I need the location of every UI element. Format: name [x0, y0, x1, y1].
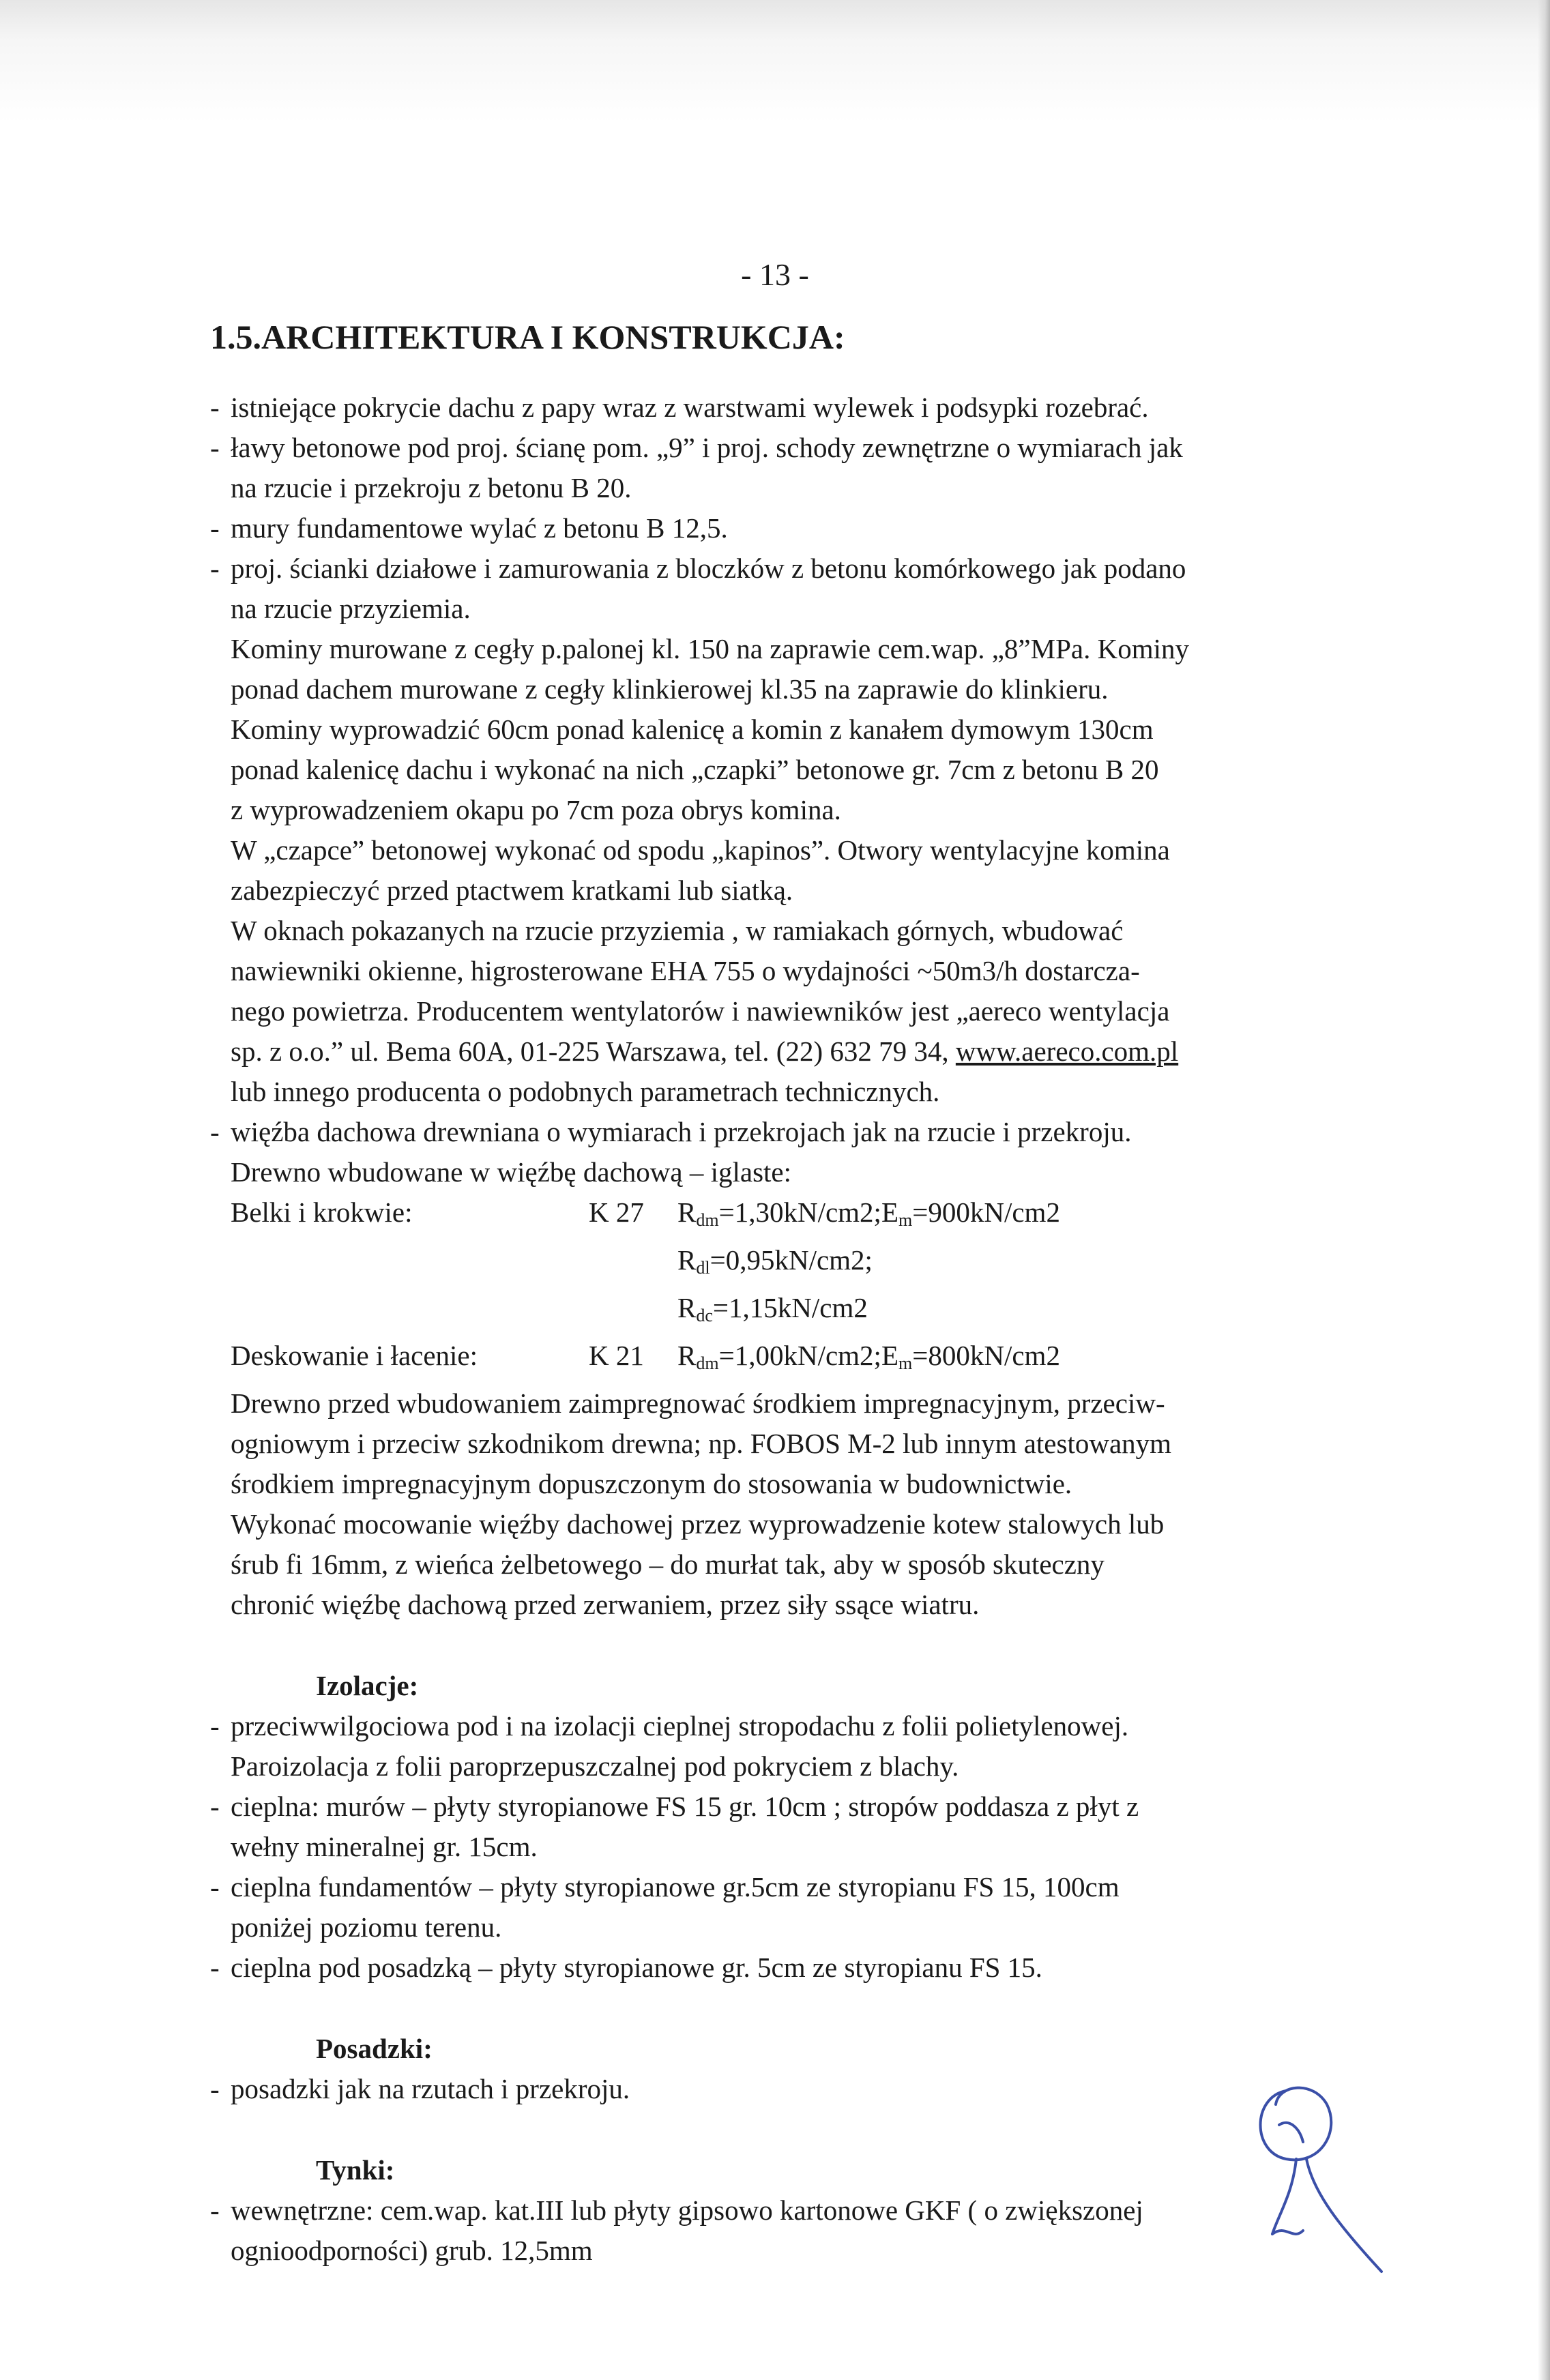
paragraph-line: Kominy murowane z cegły p.palonej kl. 150 na zaprawie cem.wap. „8”MPa. Kominy — [231, 633, 1189, 664]
vents-paragraph — [210, 911, 1349, 1112]
list-item — [210, 508, 1349, 548]
boarding-label: Deskowanie i łacenie: — [231, 1340, 478, 1371]
page-number: - 13 - — [741, 257, 809, 292]
bullet-dash: - — [210, 1871, 220, 1902]
insulation-heading: Izolacje: — [316, 1670, 419, 1701]
handwritten-signature — [1238, 2077, 1388, 2275]
plaster-heading: Tynki: — [316, 2154, 395, 2186]
list-item — [210, 2190, 1349, 2271]
list-item-line: poniżej poziomu terenu. — [231, 1911, 502, 1943]
bullet-dash: - — [210, 1116, 220, 1147]
paragraph-line: z wyprowadzeniem okapu po 7cm poza obrys komina. — [231, 794, 841, 825]
impregnation-paragraph — [210, 1383, 1349, 1625]
bullet-dash: - — [210, 2073, 220, 2104]
bullet-dash: - — [210, 1710, 220, 1742]
bullet-dash: - — [210, 512, 220, 544]
beams-class: K 27 — [589, 1196, 644, 1228]
paragraph-line: ogniowym i przeciw szkodnikom drewna; np. FOBOS M-2 lub innym atestowanym — [231, 1428, 1172, 1459]
website-link[interactable]: www.aereco.com.pl — [955, 1035, 1179, 1067]
list-item — [210, 387, 1349, 428]
paragraph-line: Wykonać mocowanie więźby dachowej przez wyprowadzenie kotew stalowych lub — [231, 1508, 1165, 1540]
list-item-line: proj. ścianki działowe i zamurowania z bloczków z betonu komórkowego jak podano — [231, 553, 1186, 584]
paragraph-line: ponad kalenicę dachu i wykonać na nich „czapki” betonowe gr. 7cm z betonu B 20 — [231, 754, 1159, 785]
roof-structure-item — [210, 1112, 1349, 1192]
bullet-dash: - — [210, 2194, 220, 2226]
paragraph-line — [231, 1031, 1349, 1072]
paragraph-line: śrub fi 16mm, z wieńca żelbetowego – do murłat tak, aby w sposób skuteczny — [231, 1548, 1105, 1580]
list-item — [210, 1787, 1349, 1867]
beams-strength: $R_{dm}=1,30kN/cm2;E_m=900kN/cm2$ — [677, 1196, 1060, 1230]
section-title: 1.5.ARCHITEKTURA I KONSTRUKCJA: — [210, 318, 845, 356]
beams-strength-dc: $R_{dc}=1,15kN/cm2$ — [677, 1292, 868, 1325]
beams-spec-row — [210, 1192, 1349, 1240]
chimneys-paragraph — [210, 629, 1349, 911]
list-item-line: wewnętrzne: cem.wap. kat.III lub płyty gipsowo kartonowe GKF ( o zwiększonej — [231, 2194, 1143, 2226]
bullet-dash: - — [210, 1791, 220, 1822]
list-item — [210, 548, 1349, 629]
boarding-spec-row — [210, 1336, 1349, 1383]
item-list — [210, 387, 1349, 629]
list-item-line: ławy betonowe pod proj. ścianę pom. „9” i proj. schody zewnętrzne o wymiarach jak — [231, 432, 1183, 463]
paragraph-line: chronić więźbę dachową przed zerwaniem, przez siły ssące wiatru. — [231, 1589, 980, 1620]
list-item — [210, 1867, 1349, 1948]
list-item-line: na rzucie i przekroju z betonu B 20. — [231, 472, 632, 503]
bullet-dash: - — [210, 1952, 220, 1983]
list-item-line: Paroizolacja z folii paroprzepuszczalnej pod pokryciem z blachy. — [231, 1750, 959, 1782]
list-item-line: ognioodporności) grub. 12,5mm — [231, 2235, 593, 2266]
scan-edge-shadow — [1538, 0, 1550, 2380]
paragraph-line: lub innego producenta o podobnych parametrach technicznych. — [231, 1076, 940, 1107]
bullet-dash: - — [210, 553, 220, 584]
document-body — [210, 252, 1349, 2271]
list-item-line: mury fundamentowe wylać z betonu B 12,5. — [231, 512, 728, 544]
bullet-dash: - — [210, 392, 220, 423]
paragraph-line: nego powietrza. Producentem wentylatorów i nawiewników jest „aereco wentylacja — [231, 995, 1170, 1027]
list-item-line: więźba dachowa drewniana o wymiarach i przekrojach jak na rzucie i przekroju. — [231, 1116, 1132, 1147]
list-item-line: Drewno wbudowane w więźbę dachową – iglaste: — [231, 1156, 792, 1188]
list-item-line: posadzki jak na rzutach i przekroju. — [231, 2073, 630, 2104]
list-item-line: cieplna fundamentów – płyty styropianowe gr.5cm ze styropianu FS 15, 100cm — [231, 1871, 1120, 1902]
list-item — [210, 428, 1349, 508]
paragraph-line: Drewno przed wbudowaniem zaimpregnować środkiem impregnacyjnym, przeciw- — [231, 1387, 1165, 1419]
floors-heading: Posadzki: — [316, 2033, 433, 2064]
list-item-line: wełny mineralnej gr. 15cm. — [231, 1831, 538, 1862]
paragraph-line: W oknach pokazanych na rzucie przyziemia , w ramiakach górnych, wbudować — [231, 915, 1124, 946]
paragraph-line: ponad dachem murowane z cegły klinkierowej kl.35 na zaprawie do klinkieru. — [231, 673, 1109, 705]
boarding-strength: $R_{dm}=1,00kN/cm2;E_m=800kN/cm2$ — [677, 1340, 1060, 1373]
paragraph-line: zabezpieczyć przed ptactwem kratkami lub siatką. — [231, 875, 793, 906]
boarding-class: K 21 — [589, 1340, 644, 1371]
list-item-line: na rzucie przyziemia. — [231, 593, 471, 624]
list-item-line: istniejące pokrycie dachu z papy wraz z warstwami wylewek i podsypki rozebrać. — [231, 392, 1149, 423]
list-item — [210, 1706, 1349, 1787]
bullet-dash: - — [210, 432, 220, 463]
list-item-line: przeciwwilgociowa pod i na izolacji cieplnej stropodachu z folii polietylenowej. — [231, 1710, 1129, 1742]
list-item — [210, 2069, 1349, 2109]
beams-strength-dl: $R_{dl}=0,95kN/cm2$; — [677, 1244, 873, 1278]
paragraph-line: nawiewniki okienne, higrosterowane EHA 755 o wydajności ~50m3/h dostarcza- — [231, 955, 1140, 986]
address-text: sp. z o.o.” ul. Bema 60A, 01-225 Warszawa, tel. (22) 632 79 34, — [231, 1035, 949, 1067]
beams-label: Belki i krokwie: — [231, 1196, 413, 1228]
list-item-line: cieplna: murów – płyty styropianowe FS 15 gr. 10cm ; stropów poddasza z płyt z — [231, 1791, 1139, 1822]
paragraph-line: środkiem impregnacyjnym dopuszczonym do stosowania w budownictwie. — [231, 1468, 1072, 1499]
list-item — [210, 1948, 1349, 1988]
list-item-line: cieplna pod posadzką – płyty styropianowe gr. 5cm ze styropianu FS 15. — [231, 1952, 1042, 1983]
paragraph-line: Kominy wyprowadzić 60cm ponad kalenicę a komin z kanałem dymowym 130cm — [231, 714, 1154, 745]
paragraph-line: W „czapce” betonowej wykonać od spodu „kapinos”. Otwory wentylacyjne komina — [231, 834, 1170, 866]
